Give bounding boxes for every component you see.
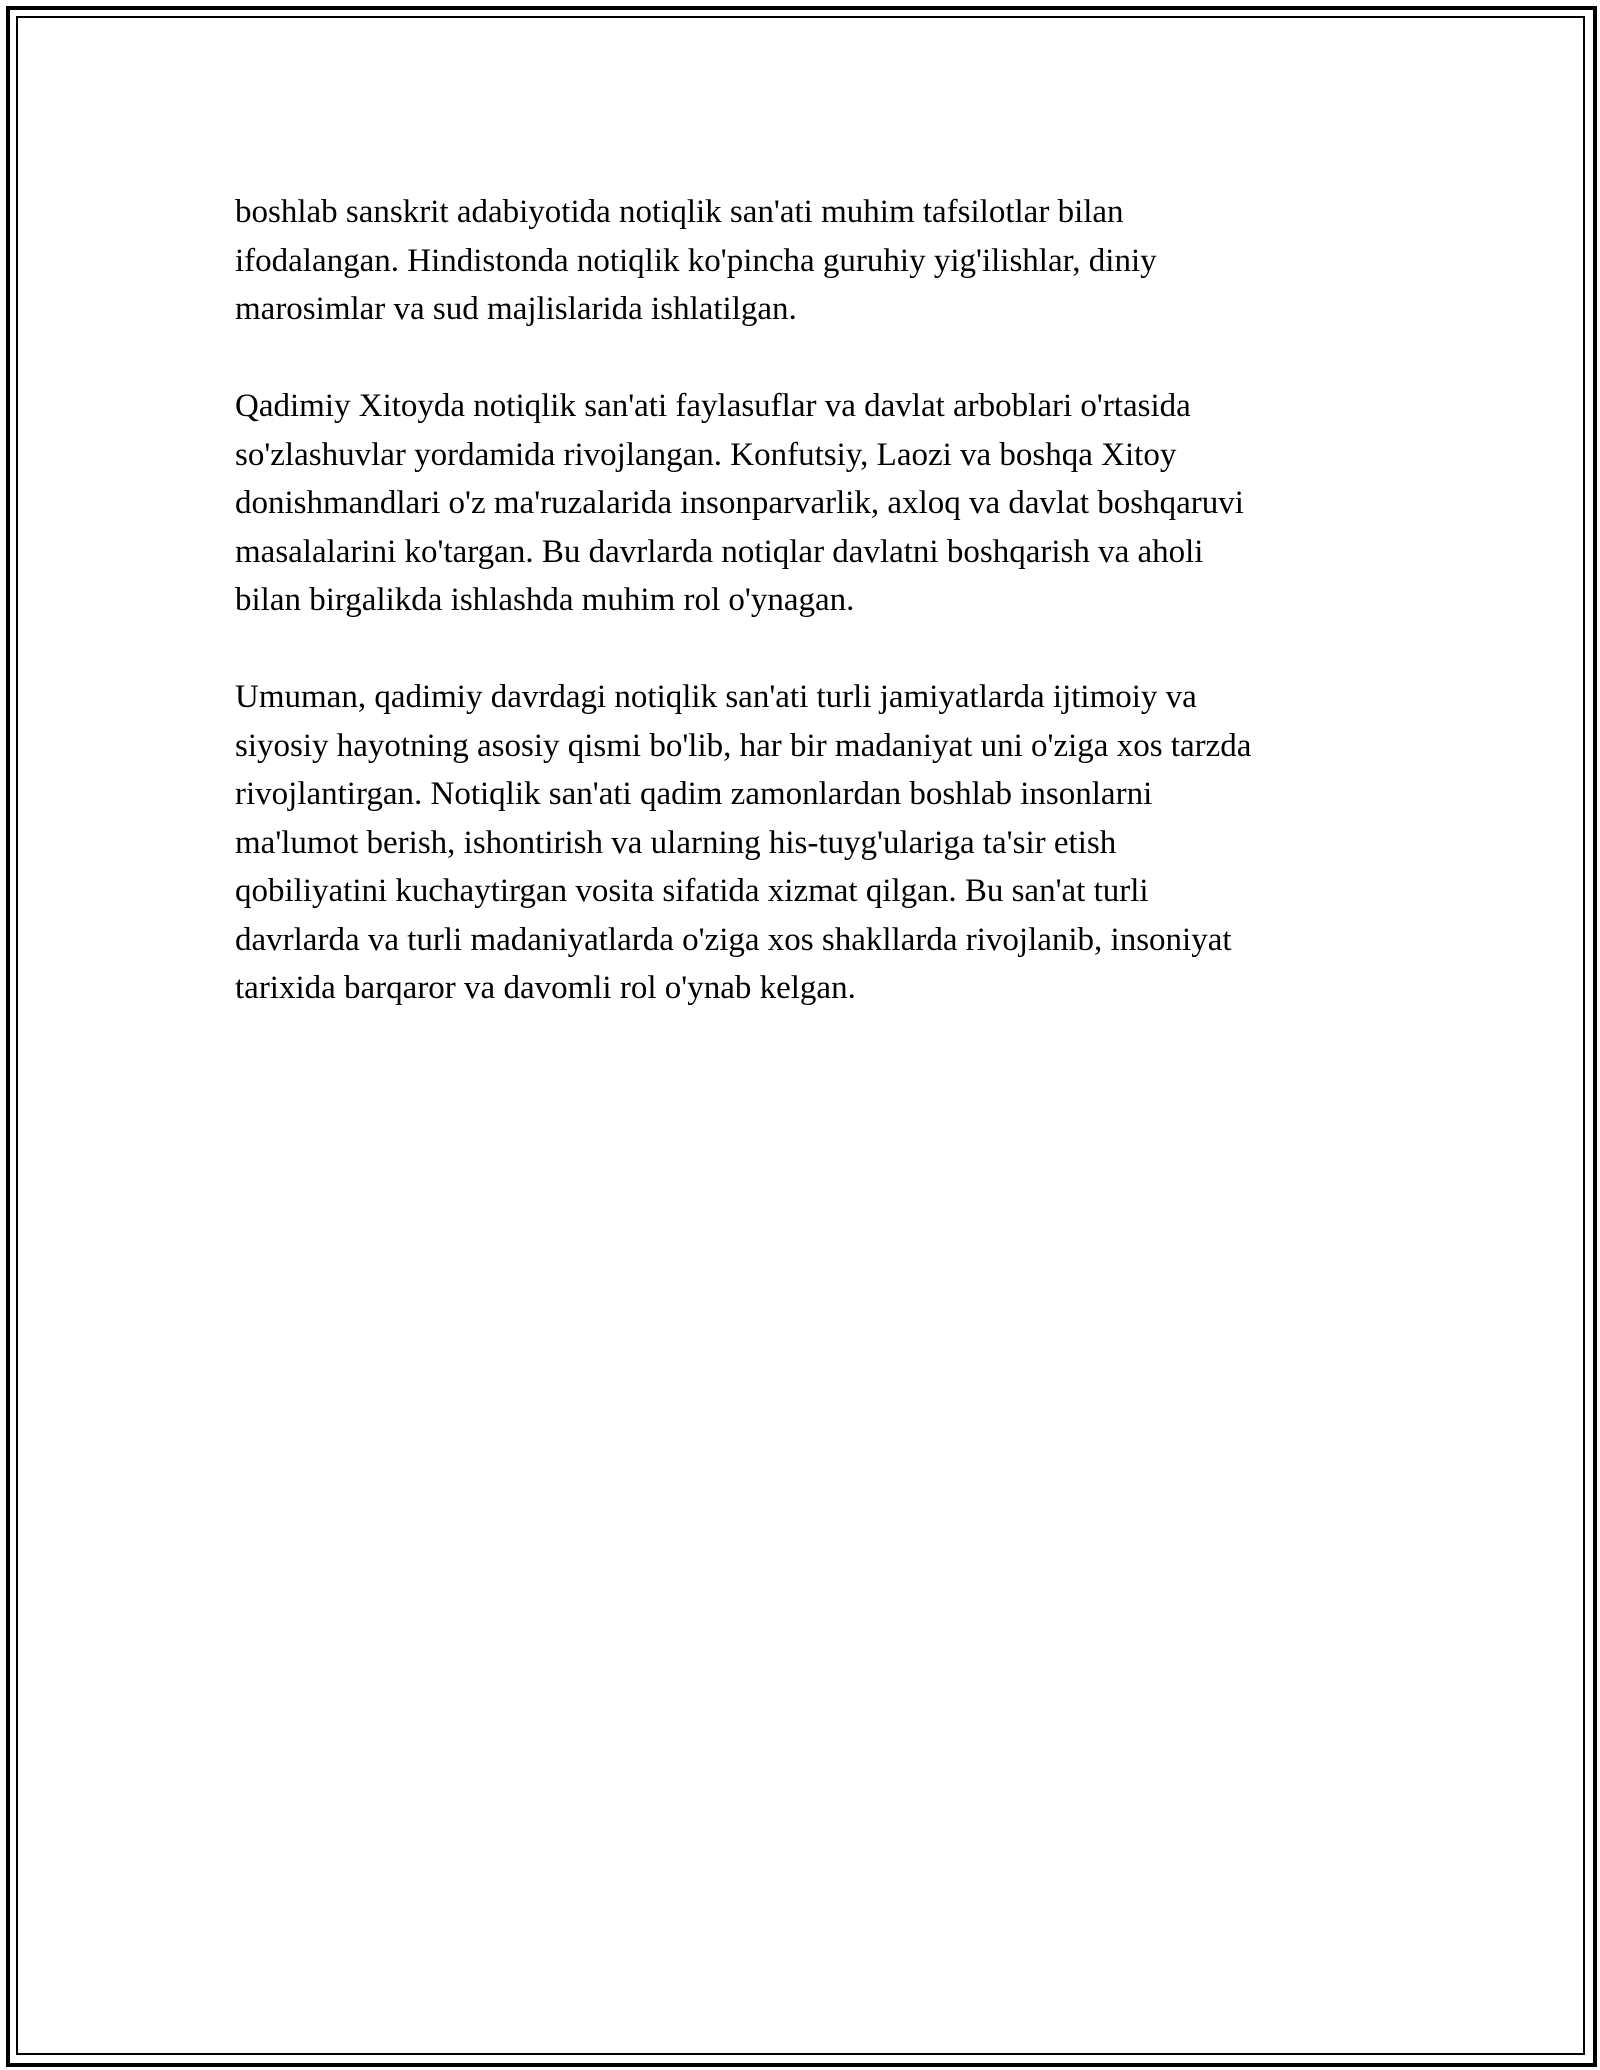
paragraph-1: boshlab sanskrit adabiyotida notiqlik san'ati muhim tafsilotlar bilan ifodalangan. Hindistonda notiqlik ko'pincha guruhiy yig'ilishlar, diniy marosimlar va sud majlislarida ishlatilgan. [235,194,1157,327]
paragraph-3: Umuman, qadimiy davrdagi notiqlik san'ati turli jamiyatlarda ijtimoiy va siyosiy hayotning asosiy qismi bo'lib, har bir madaniyat uni o'ziga xos tarzda rivojlantirgan. Notiqlik san'ati qadim zamonlardan boshlab insonlarni ma'lumot berish, ishontirish va ularning his-tuyg'ulariga ta'sir etish qobiliyatini kuchaytirgan vosita sifatida xizmat qilgan. Bu san'at turli davrlarda va turli madaniyatlarda o'ziga xos shakllarda rivojlanib, insoniyat tarixida barqaror va davomli rol o'ynab kelgan. [235,679,1252,1006]
paragraph-2: Qadimiy Xitoyda notiqlik san'ati faylasuflar va davlat arboblari o'rtasida so'zlashuvlar yordamida rivojlangan. Konfutsiy, Laozi va boshqa Xitoy donishmandlari o'z ma'ruzalarida insonparvarlik, axloq va davlat boshqaruvi masalalarini ko'targan. Bu davrlarda notiqlar davlatni boshqarish va aholi bilan birgalikda ishlashda muhim rol o'ynagan. [235,388,1244,618]
document-body [235,188,1385,1061]
